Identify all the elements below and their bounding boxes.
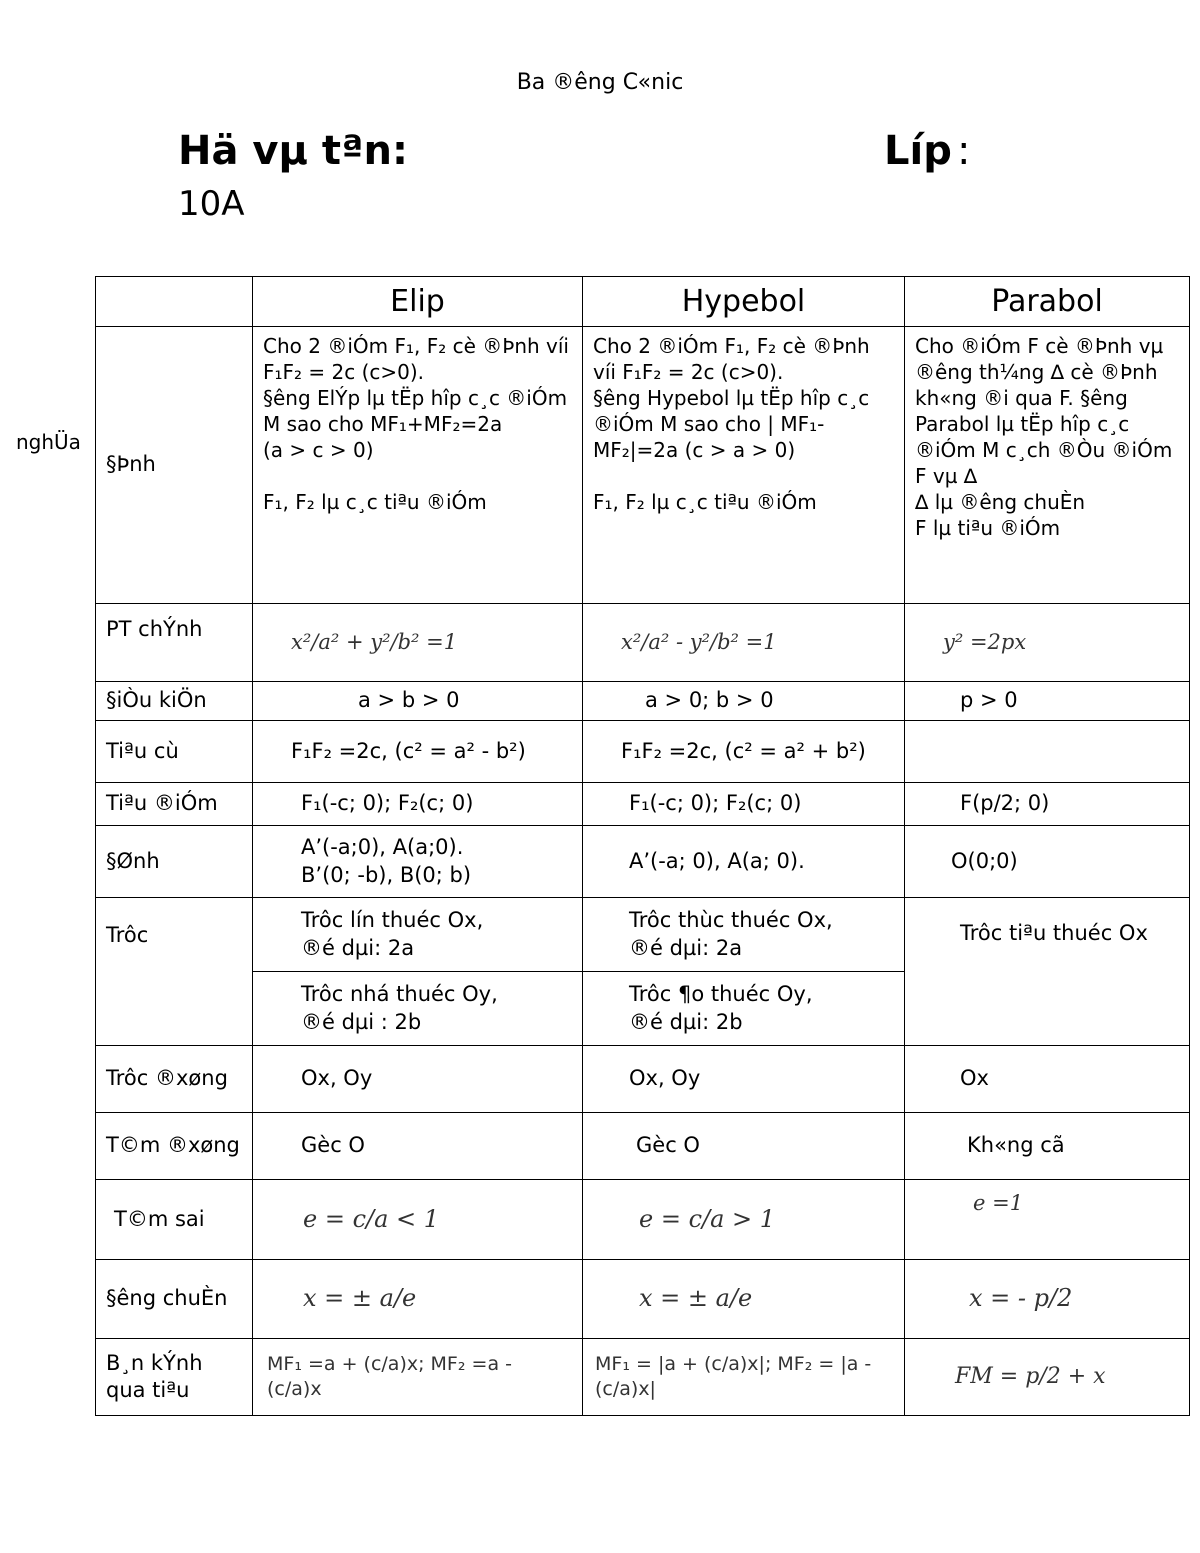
cell-elip-major-axis: Trôc lín thuéc Ox, ®é dµi: 2a — [253, 898, 583, 972]
table-row-condition — [96, 682, 1190, 721]
cell-parabol: Kh«ng cã — [905, 1113, 1190, 1180]
table-row-directrix — [96, 1260, 1190, 1339]
row-label: Tiªu cù — [96, 721, 253, 783]
table-row-vertices — [96, 826, 1190, 898]
cell-elip-minor-axis: Trôc nhá thuéc Oy, ®é dµi : 2b — [253, 972, 583, 1046]
cell-hypebol: x = ± a/e — [583, 1260, 905, 1339]
conic-comparison-table — [95, 276, 1190, 1416]
cell-parabol: Ox — [905, 1046, 1190, 1113]
cell-hypebol-virtual-axis: Trôc ¶o thuéc Oy, ®é dµi: 2b — [583, 972, 905, 1046]
class-value: 10A — [178, 184, 245, 224]
header-empty — [96, 277, 253, 327]
cell-parabol — [905, 721, 1190, 783]
header-elip: Elip — [253, 277, 583, 327]
cell-elip: a > b > 0 — [253, 682, 583, 721]
definition-side-label: nghÜa — [16, 430, 81, 454]
cell-parabol: Cho ®iÓm F cè ®Þnh vµ ®êng th¼ng ∆ cè ®Þnh kh«ng ®i qua F. §êng Parabol lµ tËp hîp c¸c ®iÓm M c¸ch ®Òu ®iÓm F vµ ∆ ∆ lµ ®êng chuÈn F lµ tiªu ®iÓm — [905, 327, 1190, 604]
cell-elip: Ox, Oy — [253, 1046, 583, 1113]
table-row-focal-radius — [96, 1339, 1190, 1416]
table-row-foci — [96, 783, 1190, 826]
cell-parabol: x = - p/2 — [905, 1260, 1190, 1339]
table-row-focal-length — [96, 721, 1190, 783]
row-label: Trôc — [96, 898, 253, 1046]
table-row-definition — [96, 327, 1190, 604]
cell-hypebol: MF₁ = |a + (c/a)x|; MF₂ = |a - (c/a)x| — [583, 1339, 905, 1416]
cell-hypebol: F₁(-c; 0); F₂(c; 0) — [583, 783, 905, 826]
cell-hypebol: e = c/a > 1 — [583, 1180, 905, 1260]
cell-hypebol-real-axis: Trôc thùc thuéc Ox, ®é dµi: 2a — [583, 898, 905, 972]
cell-hypebol: Ox, Oy — [583, 1046, 905, 1113]
row-label: B¸n kÝnh qua tiªu — [96, 1339, 253, 1416]
name-label: Hä vµ tªn: — [178, 128, 408, 174]
row-label: Trôc ®xøng — [96, 1046, 253, 1113]
table-row-axes-major — [96, 898, 1190, 972]
cell-parabol: e =1 — [905, 1180, 1190, 1260]
cell-hypebol: a > 0; b > 0 — [583, 682, 905, 721]
row-label: Tiªu ®iÓm — [96, 783, 253, 826]
row-label: §iÒu kiÖn — [96, 682, 253, 721]
cell-elip: F₁F₂ =2c, (c² = a² - b²) — [253, 721, 583, 783]
cell-parabol: Trôc tiªu thuéc Ox — [905, 898, 1190, 1046]
cell-elip: x²/a² + y²/b² =1 — [253, 604, 583, 682]
cell-parabol: O(0;0) — [905, 826, 1190, 898]
row-label: PT chÝnh — [96, 604, 253, 682]
header-parabol: Parabol — [905, 277, 1190, 327]
table-row-symmetry-center — [96, 1113, 1190, 1180]
cell-hypebol: Cho 2 ®iÓm F₁, F₂ cè ®Þnh víi F₁F₂ = 2c (c>0). §êng Hypebol lµ tËp hîp c¸c ®iÓm M sao cho | MF₁-MF₂|=2a (c > a > 0) F₁, F₂ lµ c¸c tiªu ®iÓm — [583, 327, 905, 604]
header-hypebol: Hypebol — [583, 277, 905, 327]
row-label: §Þnh — [96, 327, 253, 604]
cell-elip: x = ± a/e — [253, 1260, 583, 1339]
cell-elip: MF₁ =a + (c/a)x; MF₂ =a - (c/a)x — [253, 1339, 583, 1416]
cell-hypebol: F₁F₂ =2c, (c² = a² + b²) — [583, 721, 905, 783]
cell-hypebol: A’(-a; 0), A(a; 0). — [583, 826, 905, 898]
cell-parabol: y² =2px — [905, 604, 1190, 682]
table-row-equation — [96, 604, 1190, 682]
cell-elip: Gèc O — [253, 1113, 583, 1180]
table-row-eccentricity — [96, 1180, 1190, 1260]
cell-elip: F₁(-c; 0); F₂(c; 0) — [253, 783, 583, 826]
class-colon: : — [957, 128, 971, 174]
cell-parabol: p > 0 — [905, 682, 1190, 721]
cell-elip: A’(-a;0), A(a;0). B’(0; -b), B(0; b) — [253, 826, 583, 898]
table-header-row — [96, 277, 1190, 327]
document-title: Ba ®êng C«nic — [516, 70, 684, 95]
table-row-symmetry-axis — [96, 1046, 1190, 1113]
class-label: Líp — [884, 128, 952, 174]
cell-parabol: F(p/2; 0) — [905, 783, 1190, 826]
row-label: §Ønh — [96, 826, 253, 898]
row-label: T©m sai — [96, 1180, 253, 1260]
cell-elip: Cho 2 ®iÓm F₁, F₂ cè ®Þnh víi F₁F₂ = 2c (c>0). §êng ElÝp lµ tËp hîp c¸c ®iÓm M sao cho MF₁+MF₂=2a (a > c > 0) F₁, F₂ lµ c¸c tiªu ®iÓm — [253, 327, 583, 604]
row-label: T©m ®xøng — [96, 1113, 253, 1180]
cell-parabol: FM = p/2 + x — [905, 1339, 1190, 1416]
cell-elip: e = c/a < 1 — [253, 1180, 583, 1260]
cell-hypebol: x²/a² - y²/b² =1 — [583, 604, 905, 682]
row-label: §êng chuÈn — [96, 1260, 253, 1339]
cell-hypebol: Gèc O — [583, 1113, 905, 1180]
